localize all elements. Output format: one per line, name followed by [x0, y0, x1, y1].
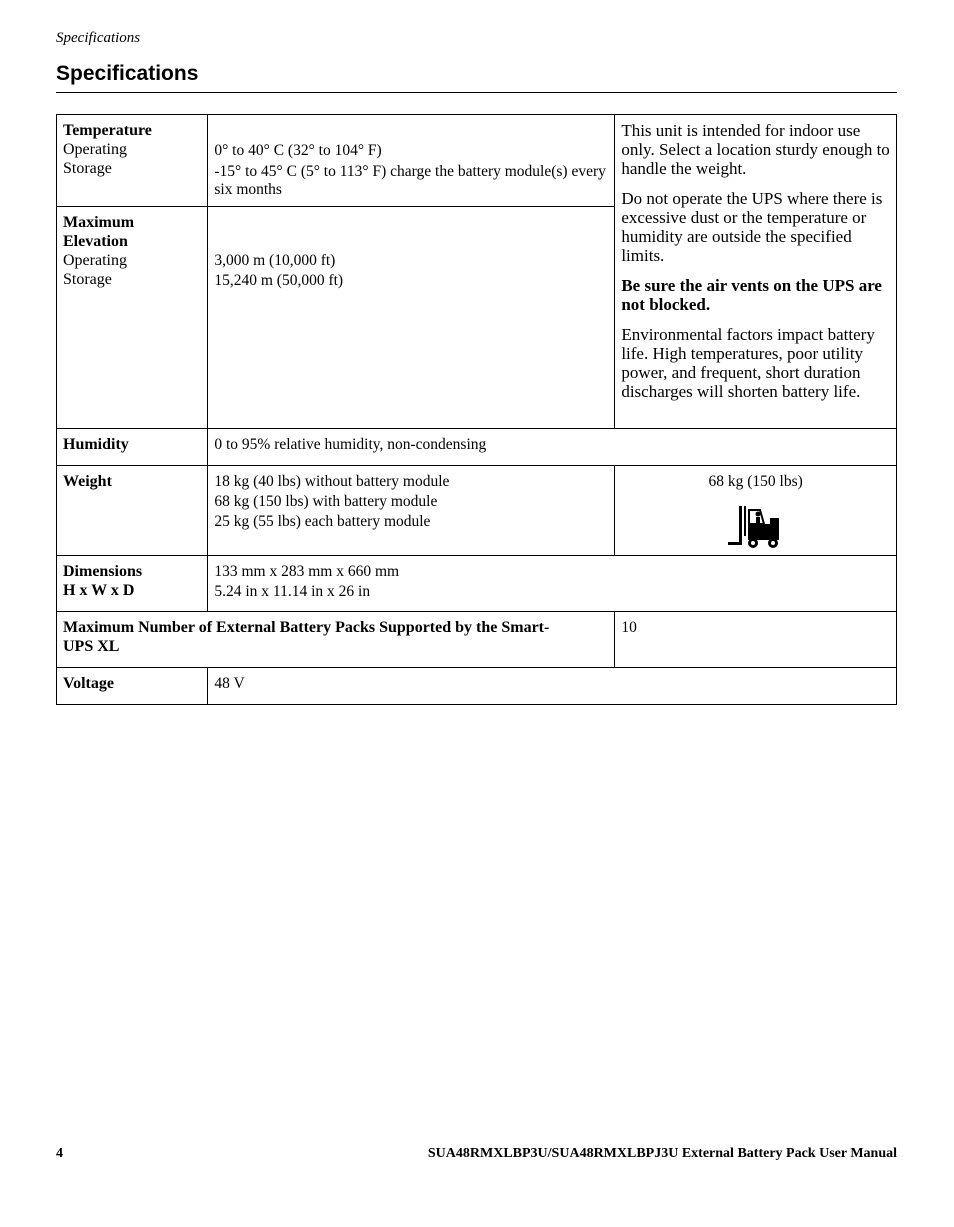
page-title: Specifications — [56, 62, 199, 85]
weight-with-battery: 68 kg (150 lbs) with battery module — [214, 493, 438, 510]
manual-title: SUA48RMXLBP3U/SUA48RMXLBPJ3U External Battery Pack User Manual — [427, 1146, 897, 1161]
elevation-label-line-1: Maximum — [63, 214, 135, 231]
humidity-row — [57, 429, 897, 466]
temperature-value-cell — [208, 115, 615, 207]
voltage-label: Voltage — [57, 668, 208, 705]
voltage-value: 48 V — [214, 675, 245, 692]
environment-note-air-vents: Be sure the air vents on the UPS are not blocked. — [621, 276, 882, 314]
humidity-value — [208, 429, 897, 466]
voltage-value-cell — [208, 668, 897, 705]
forklift-icon — [728, 502, 784, 550]
running-head: Specifications — [56, 30, 141, 46]
humidity-label: Humidity — [57, 429, 208, 466]
dimensions-order-label: H x W x D — [63, 582, 135, 599]
battery-packs-value: 10 — [621, 619, 637, 636]
dimensions-value-cell — [208, 556, 897, 612]
lift-weight-value: 68 kg (150 lbs) — [708, 473, 803, 490]
temperature-label-cell — [57, 115, 208, 207]
temperature-storage-label: Storage — [63, 160, 112, 177]
battery-packs-value-cell — [615, 612, 897, 668]
dimensions-label: Dimensions — [63, 563, 143, 580]
environment-note-indoor: This unit is intended for indoor use only. Select a location sturdy enough to handle the weight. — [621, 121, 890, 178]
elevation-operating-label: Operating — [63, 252, 127, 269]
elevation-label-cell — [57, 207, 208, 429]
temperature-storage-value: -15° to 45° C (5° to 113° F) charge the battery module(s) every six months — [214, 163, 606, 198]
environment-note-battery-life: Environmental factors impact battery life. High temperatures, poor utility power, and frequent, short duration discharges will shorten battery life. — [621, 325, 875, 401]
dimensions-row — [57, 556, 897, 612]
elevation-value-cell — [208, 207, 615, 429]
weight-each-battery: 25 kg (55 lbs) each battery module — [214, 513, 431, 530]
elevation-label-line-2: Elevation — [63, 233, 128, 250]
battery-packs-label: Maximum Number of External Battery Packs Supported by the Smart-UPS XL — [57, 612, 615, 668]
elevation-storage-label: Storage — [63, 271, 112, 288]
weight-label: Weight — [57, 466, 208, 556]
temperature-operating-label: Operating — [63, 141, 127, 158]
humidity-value-text: 0 to 95% relative humidity, non-condensing — [214, 436, 487, 453]
temperature-operating-value: 0° to 40° C (32° to 104° F) — [214, 142, 382, 159]
elevation-storage-value: 15,240 m (50,000 ft) — [214, 272, 344, 289]
voltage-row — [57, 668, 897, 705]
temperature-row — [57, 115, 897, 207]
dimensions-label-cell — [57, 556, 208, 612]
lift-weight-cell — [615, 466, 897, 556]
environment-note-dust: Do not operate the UPS where there is excessive dust or the temperature or humidity are outside the specified limits. — [621, 189, 883, 265]
battery-packs-row — [57, 612, 897, 668]
environment-note-cell — [615, 115, 897, 429]
specifications-table — [56, 114, 897, 705]
title-divider — [56, 92, 897, 93]
page-number: 4 — [56, 1146, 63, 1161]
dimensions-imperial: 5.24 in x 11.14 in x 26 in — [214, 583, 371, 600]
temperature-label: Temperature — [63, 122, 152, 139]
weight-value-cell — [208, 466, 615, 556]
dimensions-metric: 133 mm x 283 mm x 660 mm — [214, 563, 400, 580]
elevation-operating-value: 3,000 m (10,000 ft) — [214, 252, 336, 269]
weight-row — [57, 466, 897, 556]
weight-without-battery: 18 kg (40 lbs) without battery module — [214, 473, 450, 490]
